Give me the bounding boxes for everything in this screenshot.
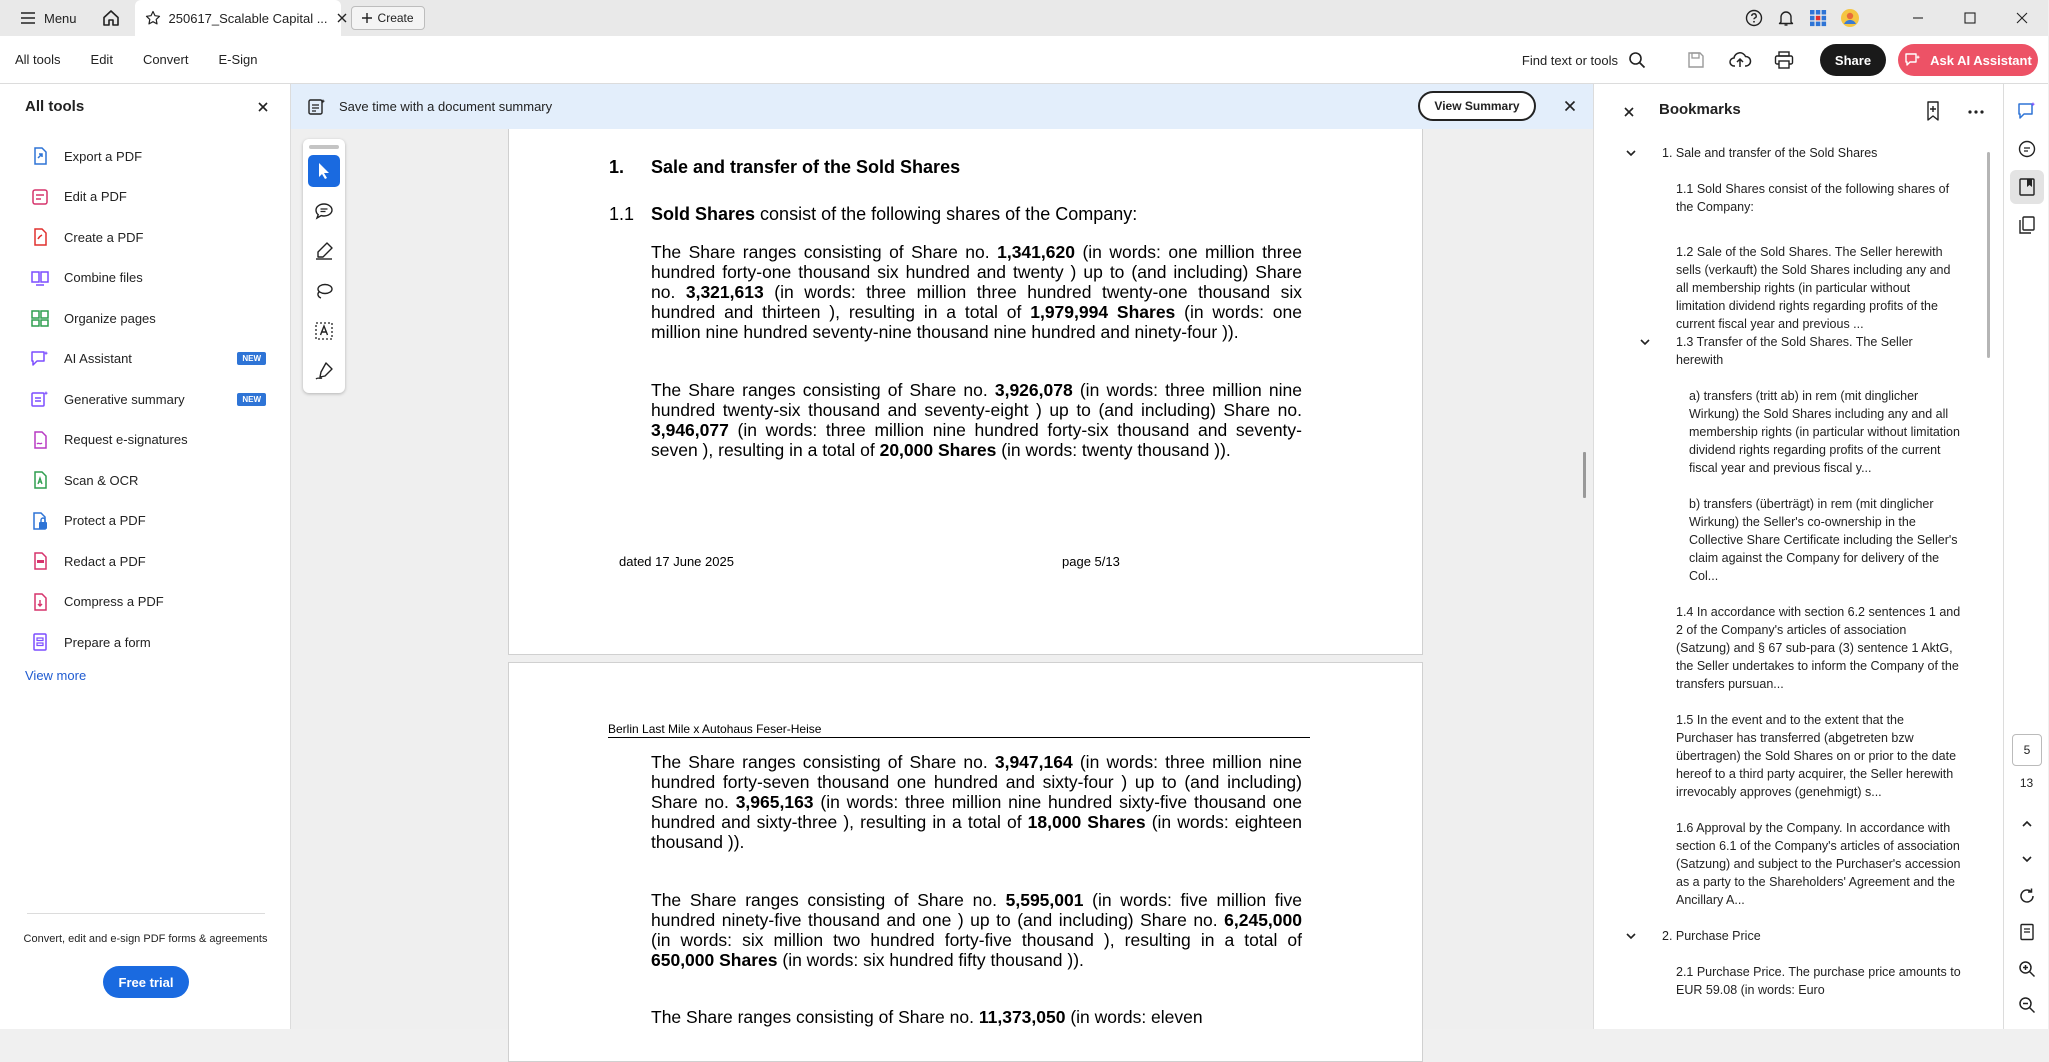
share-button[interactable]: Share: [1820, 44, 1886, 76]
bookmark-item[interactable]: [1689, 387, 1962, 477]
sign-tool[interactable]: [308, 355, 340, 387]
star-icon[interactable]: [145, 10, 161, 26]
bookmark-label: a) transfers (tritt ab) in rem (mit dinglicher Wirkung) the Sold Shares including any and all membership rights (in particular without limitation dividend rights regarding profits of the current fiscal year and previous fiscal y...: [1689, 389, 1960, 475]
share-number: 18,000 Shares: [1027, 812, 1146, 832]
scan-ocr-icon: [30, 470, 50, 490]
paragraph-text: (in words: one million three hundred forty-one thousand six hundred and twenty ) up to (and including) Share no.: [651, 242, 1302, 302]
chevron-down-icon[interactable]: [1624, 929, 1638, 943]
subsection-bold: Sold Shares: [651, 204, 756, 224]
ai-assistant-icon: [1904, 52, 1922, 68]
bookmark-label: 1.6 Approval by the Company. In accordance with section 6.1 of the Company's articles of association (Satzung) and subject to the Purchaser's accession as a party to the Shareholders' Agreement and the Ancillary A...: [1676, 821, 1961, 907]
section-number: 1.: [609, 157, 625, 177]
find-label: Find text or tools: [1521, 52, 1618, 68]
share-range-paragraph: [651, 242, 1302, 342]
paragraph-text: (in words: three million nine hundred twenty-six thousand and seventy-eight ) up to (and including) Share no.: [651, 380, 1302, 420]
subsection-number: 1.1: [609, 204, 635, 224]
paragraph-text: (in words: six million two hundred forty-five thousand ), resulting in a total of: [651, 930, 1302, 950]
tab-convert[interactable]: Convert: [142, 52, 189, 67]
document-tab[interactable]: [135, 0, 341, 36]
bookmark-item[interactable]: [1676, 180, 1962, 216]
print-button[interactable]: [1762, 36, 1806, 84]
plus-icon: [362, 13, 372, 23]
comments-rail-button[interactable]: [2010, 132, 2044, 166]
page-header: Berlin Last Mile x Autohaus Feser-Heise: [608, 722, 1310, 738]
combine-files-icon: [30, 268, 50, 288]
bookmark-label: 1.5 In the event and to the extent that the Purchaser has transferred (abgetreten bzw übertragen) the Sold Shares on or prior to the date hereof to a third party acquirer, the Seller herewith irrevocably approves (genehmigt) s...: [1676, 713, 1957, 799]
tool-item-create-a-pdf[interactable]: [30, 217, 270, 258]
menu-button[interactable]: [14, 4, 83, 32]
chevron-up-icon: [2020, 817, 2034, 831]
cloud-upload-icon: [1729, 51, 1751, 69]
bookmark-item[interactable]: [1676, 243, 1962, 333]
ask-ai-label: Ask AI Assistant: [1930, 52, 2032, 68]
page-footer-number: page 5/13: [1062, 554, 1120, 569]
prepare-form-icon: [30, 632, 50, 652]
bookmark-item[interactable]: [1662, 144, 1962, 162]
close-tab-icon[interactable]: [336, 12, 348, 24]
ai-chat-icon: [2017, 101, 2037, 121]
share-number: 3,321,613: [685, 282, 764, 302]
main-toolbar: [0, 36, 2048, 84]
protect-pdf-icon: [30, 511, 50, 531]
tab-all-tools[interactable]: All tools: [15, 52, 61, 67]
paragraph-text: (in words: three million nine hundred sixty-five thousand one hundred and sixty-three ), resulting in a total of: [651, 792, 1303, 832]
tool-item-label: Request e-signatures: [64, 432, 188, 448]
more-options-button[interactable]: [1966, 102, 1986, 122]
paragraph-text: (in words: three million nine hundred forty-seven thousand one hundred and sixty-four ) up to (and including) Share no.: [651, 752, 1302, 812]
tool-item-label: Protect a PDF: [64, 513, 146, 529]
tab-esign[interactable]: E-Sign: [218, 52, 258, 67]
add-bookmark-button[interactable]: [1924, 100, 1944, 122]
pages-rail-button[interactable]: [2010, 208, 2044, 242]
paragraph-text: (in words: three million three hundred twenty-one thousand six hundred and thirteen ), resulting in a total of: [651, 282, 1302, 322]
tool-item-label: Scan & OCR: [64, 472, 139, 488]
close-icon: [1562, 98, 1578, 114]
title-bar: [0, 0, 2048, 36]
share-range-paragraph: [651, 752, 1302, 852]
zoom-out-icon: [2018, 996, 2036, 1014]
view-summary-button[interactable]: View Summary: [1418, 91, 1536, 121]
create-pdf-icon: [30, 227, 50, 247]
paragraph-text: The Share ranges consisting of Share no.: [651, 752, 995, 772]
tool-item-label: Organize pages: [64, 310, 156, 326]
avatar-icon: [1840, 8, 1860, 28]
help-icon: [1745, 9, 1763, 27]
lasso-icon: [314, 281, 334, 301]
home-icon: [101, 8, 121, 28]
tool-item-organize-pages[interactable]: [30, 298, 270, 339]
share-number: 650,000 Shares: [651, 950, 778, 970]
pdf-page-5: [508, 84, 1423, 655]
page-display-button[interactable]: [2010, 915, 2044, 949]
tool-item-combine-files[interactable]: [30, 258, 270, 299]
highlighter-icon: [314, 241, 334, 261]
save-button[interactable]: [1674, 36, 1718, 84]
comment-icon: [314, 201, 334, 221]
share-number: 1,979,994 Shares: [1030, 302, 1176, 322]
share-range-paragraph: [651, 1007, 1302, 1027]
bookmark-item[interactable]: [1676, 333, 1962, 369]
tool-item-prepare-a-form[interactable]: [30, 622, 270, 663]
highlight-tool[interactable]: [308, 235, 340, 267]
rotate-icon: [2018, 887, 2036, 905]
user-avatar[interactable]: [1834, 0, 1866, 36]
share-number: 6,245,000: [1224, 910, 1302, 930]
paragraph-text: (in words: six hundred fifty thousand )).: [777, 950, 1084, 970]
share-number: 11,373,050: [978, 1007, 1066, 1027]
bookmark-label: b) transfers (überträgt) in rem (mit dinglicher Wirkung) the Seller's co-ownership in the Collective Share Certificate including the Seller's claim against the Company for delivery of the Col...: [1689, 497, 1958, 583]
close-panel-button[interactable]: [254, 98, 272, 116]
bookmark-item[interactable]: [1662, 927, 1962, 945]
close-window-icon: [2016, 12, 2028, 24]
zoom-in-icon: [2018, 960, 2036, 978]
subsection-text: [651, 204, 1137, 225]
draw-tool[interactable]: [308, 275, 340, 307]
add-bookmark-icon: [1924, 100, 1944, 122]
zoom-in-button[interactable]: [2010, 952, 2044, 986]
page-settings-icon: [2018, 923, 2036, 941]
new-badge: NEW: [237, 352, 266, 365]
signature-pen-icon: [314, 361, 334, 381]
maximize-button[interactable]: [1944, 0, 1996, 36]
compress-pdf-icon: [30, 592, 50, 612]
bookmark-item[interactable]: [1676, 711, 1962, 801]
summary-banner: [291, 84, 1593, 129]
pdf-page-6: [508, 662, 1423, 1062]
paragraph-text: The Share ranges consisting of Share no.: [651, 890, 1006, 910]
section-heading: Sale and transfer of the Sold Shares: [651, 157, 961, 177]
tool-item-redact-a-pdf[interactable]: [30, 541, 270, 582]
home-button[interactable]: [93, 3, 129, 33]
share-range-paragraph: [651, 380, 1302, 460]
drag-handle[interactable]: [309, 145, 339, 149]
chevron-down-icon[interactable]: [1638, 335, 1652, 349]
share-number: 5,595,001: [1005, 890, 1084, 910]
text-tool[interactable]: [308, 315, 340, 347]
all-tools-panel: [0, 84, 291, 1029]
tool-item-protect-a-pdf[interactable]: [30, 501, 270, 542]
next-page-button[interactable]: [2010, 842, 2044, 876]
tool-item-label: Prepare a form: [64, 634, 151, 650]
quick-tools-bar: [303, 139, 345, 393]
paragraph-text: (in words: twenty thousand )).: [996, 440, 1231, 460]
menu-label: Menu: [44, 10, 77, 26]
right-rail: [2003, 84, 2048, 1029]
tool-item-scan-ocr[interactable]: [30, 460, 270, 501]
bookmarks-title: Bookmarks: [1659, 101, 1741, 118]
export-pdf-icon: [30, 146, 50, 166]
new-badge: NEW: [237, 393, 266, 406]
divider: [27, 913, 265, 914]
bookmark-label: 1. Sale and transfer of the Sold Shares: [1662, 146, 1878, 160]
zoom-out-button[interactable]: [2010, 988, 2044, 1022]
all-tools-title: All tools: [25, 98, 85, 115]
paragraph-text: (in words: one million nine hundred seventy-nine thousand nine hundred and ninety-four )).: [651, 302, 1302, 342]
tool-item-edit-a-pdf[interactable]: [30, 177, 270, 218]
bookmark-label: 1.3 Transfer of the Sold Shares. The Seller herewith: [1676, 335, 1913, 367]
bookmark-label: 1.4 In accordance with section 6.2 sentences 1 and 2 of the Company's articles of association (Satzung) and § 67 sub-para (3) sentence 1 AktG, the Seller undertakes to inform the Company of the transfers pursuan...: [1676, 605, 1961, 691]
bookmark-label: 2. Purchase Price: [1662, 929, 1761, 943]
chevron-down-icon[interactable]: [1624, 146, 1638, 160]
ai-assistant-icon: [30, 349, 50, 369]
pages-icon: [2017, 215, 2037, 235]
request-esignatures-icon: [30, 430, 50, 450]
find-tools[interactable]: [1522, 51, 1646, 69]
tool-item-generative-summary[interactable]: [30, 379, 270, 420]
comment-tool[interactable]: [308, 195, 340, 227]
close-banner-button[interactable]: [1562, 98, 1578, 114]
print-icon: [1774, 51, 1794, 69]
tool-item-label: AI Assistant: [64, 351, 132, 367]
share-number: 3,965,163: [735, 792, 814, 812]
minimize-button[interactable]: [1892, 0, 1944, 36]
paragraph-text: The Share ranges consisting of Share no.: [651, 1007, 979, 1027]
create-label: Create: [377, 11, 414, 25]
current-page-input[interactable]: 5: [2012, 734, 2042, 766]
bookmark-item[interactable]: [1676, 963, 1962, 999]
create-button[interactable]: [351, 6, 425, 30]
total-pages: 13: [2019, 776, 2034, 790]
document-area: [291, 84, 1593, 1029]
subsection-rest: consist of the following shares of the Company:: [755, 204, 1138, 224]
close-icon: [254, 98, 272, 116]
tool-item-label: Create a PDF: [64, 229, 144, 245]
title-bar-right: [1738, 0, 2048, 36]
hamburger-icon: [20, 11, 36, 25]
apps-button[interactable]: [1802, 0, 1834, 36]
tool-item-export-a-pdf[interactable]: [30, 136, 270, 177]
share-number: 3,946,077: [651, 420, 729, 440]
bookmark-item[interactable]: [1676, 819, 1962, 909]
tab-edit[interactable]: Edit: [90, 52, 113, 67]
tool-item-request-e-signatures[interactable]: [30, 420, 270, 461]
document-tab-title: 250617_Scalable Capital ...: [168, 10, 328, 26]
paragraph-text: (in words: eighteen thousand )).: [651, 812, 1302, 852]
tool-item-label: Edit a PDF: [64, 189, 127, 205]
paragraph-text: (in words: eleven: [1065, 1007, 1203, 1027]
rotate-button[interactable]: [2010, 879, 2044, 913]
close-icon: [1622, 105, 1636, 119]
bookmark-item[interactable]: [1689, 495, 1962, 585]
share-number: 20,000 Shares: [879, 440, 997, 460]
free-trial-button[interactable]: Free trial: [103, 966, 189, 998]
paragraph-text: The Share ranges consisting of Share no.: [651, 380, 995, 400]
bookmark-label: 2.1 Purchase Price. The purchase price amounts to EUR 59.08 (in words: Euro: [1676, 965, 1961, 997]
share-number: 3,926,078: [994, 380, 1073, 400]
bookmarks-rail-button[interactable]: [2010, 170, 2044, 204]
bookmark-label: 1.1 Sold Shares consist of the following shares of the Company:: [1676, 182, 1950, 214]
organize-pages-icon: [30, 308, 50, 328]
bell-icon: [1777, 9, 1795, 27]
panel-resize-handle[interactable]: [1583, 452, 1586, 498]
upload-button[interactable]: [1718, 36, 1762, 84]
banner-text: Save time with a document summary: [339, 99, 553, 114]
page-footer-date: dated 17 June 2025: [619, 554, 734, 569]
toolbar-right: [1522, 36, 2048, 84]
more-options-icon: [1966, 102, 1986, 122]
bookmark-label: 1.2 Sale of the Sold Shares. The Seller herewith sells (verkauft) the Sold Shares including any and all membership rights (in particular without limitation dividend rights regarding profits of the current fiscal year and previous ...: [1676, 245, 1951, 331]
tool-item-label: Combine files: [64, 270, 143, 286]
bookmark-item[interactable]: [1676, 603, 1962, 693]
select-tool[interactable]: [308, 155, 340, 187]
apps-grid-icon: [1809, 9, 1827, 27]
share-range-paragraph: [651, 890, 1302, 970]
tool-item-label: Generative summary: [64, 391, 185, 407]
paragraph-text: (in words: three million nine hundred forty-six thousand and seventy-seven ), resulting in a total of: [651, 420, 1302, 460]
paragraph-text: (in words: five million five hundred ninety-five thousand and one ) up to (and including) Share no.: [651, 890, 1302, 930]
edit-pdf-icon: [30, 187, 50, 207]
share-number: 3,947,164: [994, 752, 1073, 772]
close-bookmarks-button[interactable]: [1622, 105, 1636, 119]
cursor-icon: [316, 162, 332, 180]
bookmarks-scrollbar[interactable]: [1987, 152, 1990, 358]
tool-item-label: Redact a PDF: [64, 553, 146, 569]
ai-assistant-rail-button[interactable]: [2010, 94, 2044, 128]
minimize-icon: [1912, 12, 1924, 24]
tool-item-label: Export a PDF: [64, 148, 143, 164]
paragraph-text: The Share ranges consisting of Share no.: [651, 242, 998, 262]
tool-item-compress-a-pdf[interactable]: [30, 582, 270, 623]
tool-item-label: Compress a PDF: [64, 594, 164, 610]
tools-list: [30, 136, 270, 663]
redact-pdf-icon: [30, 551, 50, 571]
bookmark-icon: [2017, 177, 2037, 197]
comment-icon: [2017, 139, 2037, 159]
tool-item-ai-assistant[interactable]: [30, 339, 270, 380]
maximize-icon: [1964, 12, 1976, 24]
promo-text: Convert, edit and e-sign PDF forms & agreements: [23, 933, 268, 945]
save-icon: [1687, 51, 1705, 69]
notifications-button[interactable]: [1770, 0, 1802, 36]
text-box-icon: [314, 321, 334, 341]
summary-icon: [307, 97, 327, 117]
close-window-button[interactable]: [1996, 0, 2048, 36]
bookmarks-panel: [1593, 84, 2003, 1029]
generative-summary-icon: [30, 389, 50, 409]
previous-page-button[interactable]: [2010, 807, 2044, 841]
help-button[interactable]: [1738, 0, 1770, 36]
ask-ai-assistant-button[interactable]: [1898, 44, 2038, 76]
chevron-down-icon: [2020, 852, 2034, 866]
view-more-link[interactable]: View more: [25, 668, 87, 683]
search-icon: [1628, 51, 1646, 69]
share-number: 1,341,620: [997, 242, 1075, 262]
